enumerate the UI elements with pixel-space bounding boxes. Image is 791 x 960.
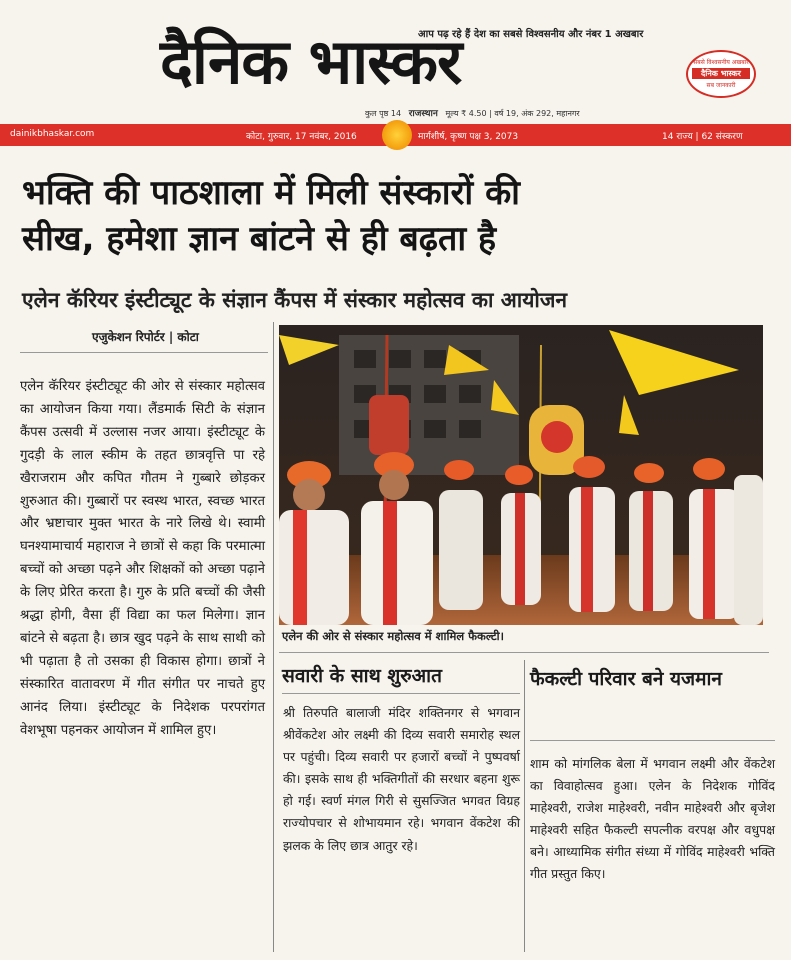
headline-line-2: सीख, हमेशा ज्ञान बांटने से ही बढ़ता है (22, 219, 497, 259)
website-link[interactable]: dainikbhaskar.com (10, 129, 95, 139)
edition-info (365, 106, 580, 119)
procession-photo (279, 325, 763, 625)
byline: एजुकेशन रिपोर्टर | कोटा (92, 330, 199, 344)
article-headline (22, 170, 782, 262)
newspaper-logo: दैनिक भास्कर (160, 25, 462, 98)
badge-top-text: सबसे विश्वसनीय अखबार (693, 59, 749, 66)
column-divider (524, 660, 525, 952)
section-heading-procession: सवारी के साथ शुरुआत (282, 665, 442, 687)
article-body: एलेन कॅरियर इंस्टीट्यूट की ओर से संस्कार महोत्सव का आयोजन किया गया। लैंडमार्क सिटी के संज्ञान कैंपस उत्सवी में उल्लास नजर आया। इंस्टीट्यूट के गुदड़ी के लाल स्कीम के तहत छात्रवृत्ति पा रहे खैराजराम और कपित गौतम ने गुब्बारे छोड़कर शुरुआत की। गुब्बारों पर स्वस्थ भारत, स्वच्छ भारत और भ्रष्टाचार मुक्त भारत के नारे लिखे थे। स्वामी घनश्यामाचार्य महाराज ने छात्रों से कहा कि परमात्मा बच्चों को अच्छा पढ़ने और शिक्षकों को अच्छा पढ़ाने के लिए प्रेरित करता है। गुरु के प्रति बच्चों की जैसी श्रद्धा होगी, वैसा हीं विद्या का फल मिलेगा। ज्ञान बांटने से बढ़ता है। छात्र खुद पढ़ने के साथ साथी को भी पढ़ाता है तो उसका ही विकास होगा। छात्रों ने संस्कारित वातावरण में गीत संगीत पर नाचते हुए आनंद लिया। इंस्टीट्यूट के निदेशक परपरांगत वेशभूषा पहनकर आयोजन में शामिल हुए। (20, 379, 265, 738)
section-body-procession: श्री तिरुपति बालाजी मंदिर शक्तिनगर से भगवान श्रीवेंकटेश ओर लक्ष्मी की दिव्य सवारी समारोह स्थल पर पहुंची। दिव्य सवारी पर हजारों बच्चों ने पुष्पवर्षा की। इसके साथ ही भक्तिगीतों की सरधार बहना शुरू हो गई। स्वर्ण मंगल गिरी से सुसज्जित भगवत विग्रह राज्योपचार से शोभायमान रहे। भगवान वेंकटेश की झलक के लिए छात्र आतुर रहे। (283, 705, 520, 853)
edition-count: 14 राज्य | 62 संस्करण (662, 132, 743, 142)
page-count: कुल पृष्ठ 14 (365, 109, 402, 118)
badge-bottom-text: सब जानकारी (706, 82, 736, 89)
hindu-calendar-date: मार्गशीर्ष, कृष्ण पक्ष 3, 2073 (418, 132, 519, 142)
divider (282, 693, 520, 694)
column-divider (273, 322, 274, 952)
badge-main-text: दैनिक भास्कर (692, 68, 750, 79)
price-info: मूल्य ₹ 4.50 | वर्ष 19, अंक 292, महानगर (445, 109, 580, 118)
divider (279, 652, 769, 653)
masthead (0, 0, 791, 122)
photo-caption: एलेन की ओर से संस्कार महोत्सव में शामिल फैकल्टी। (282, 629, 504, 643)
trust-badge-icon (686, 50, 756, 98)
sun-icon (382, 120, 412, 150)
edition-name: राजस्थान (408, 109, 438, 119)
masthead-tagline: आप पढ़ रहे हैं देश का सबसे विश्वसनीय और नंबर 1 अखबार (418, 29, 644, 40)
section-heading-faculty: फैकल्टी परिवार बने यजमान (530, 668, 722, 690)
headline-line-1: भक्ति की पाठशाला में मिली संस्कारों की (22, 173, 520, 213)
divider (530, 740, 775, 741)
section-body-faculty: शाम को मांगलिक बेला में भगवान लक्ष्मी और वेंकटेश का विवाहोत्सव हुआ। एलेन के निदेशक गोविंद माहेश्वरी, राजेश माहेश्वरी, नवीन माहेश्वरी और बृजेश माहेश्वरी सहित फैकल्टी सपत्नीक वरपक्ष और वधुपक्ष बने। आध्यामिक संगीत संध्या में गोविंद माहेश्वरी भक्ति गीत प्रस्तुत किए। (530, 756, 775, 882)
divider (20, 352, 268, 353)
article-subheadline: एलेन कॅरियर इंस्टीट्यूट के संज्ञान कैंपस में संस्कार महोत्सव का आयोजन (22, 288, 568, 312)
issue-date: कोटा, गुरुवार, 17 नवंबर, 2016 (246, 132, 357, 142)
